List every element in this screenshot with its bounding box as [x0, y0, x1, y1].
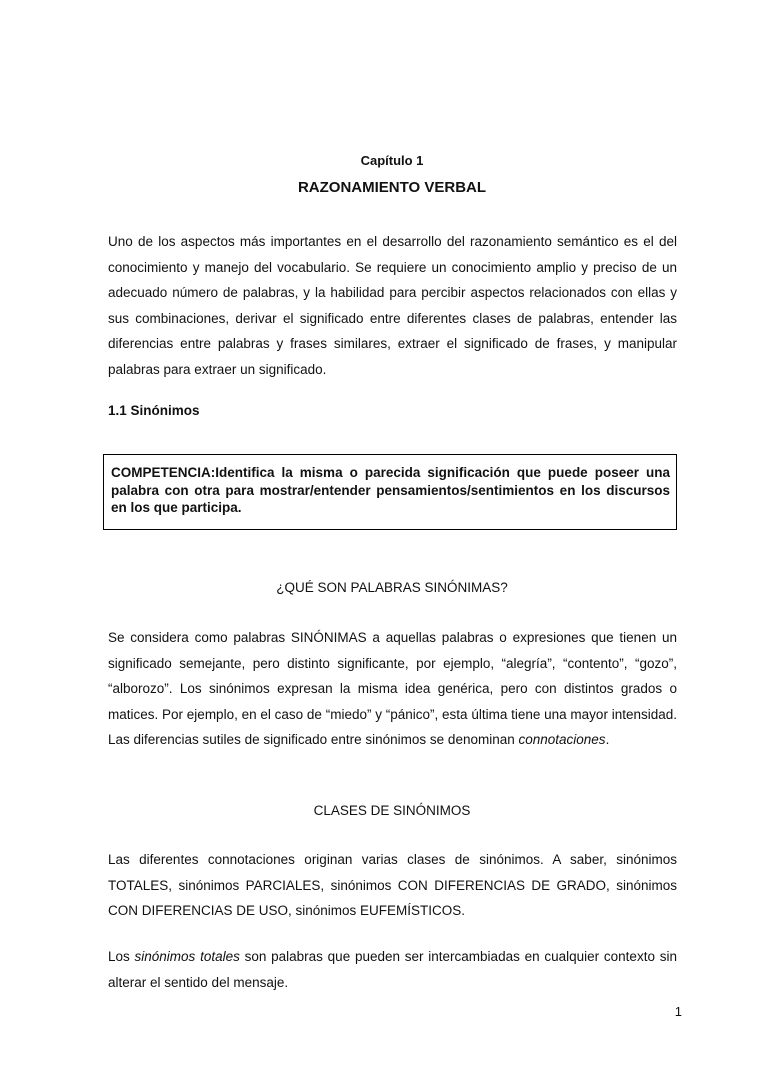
page-number: 1: [674, 1004, 682, 1019]
sinonimos-totales-term: sinónimos totales: [134, 949, 240, 964]
question-heading: ¿QUÉ SON PALABRAS SINÓNIMAS?: [276, 580, 508, 595]
totals-text: son palabras que pueden ser intercambiadas en cualquier contexto sin alterar el sentido del mensaje.: [108, 949, 677, 990]
section-heading: 1.1 Sinónimos: [108, 403, 200, 418]
chapter-title: RAZONAMIENTO VERBAL: [297, 179, 487, 196]
intro-paragraph: Uno de los aspectos más importantes en el desarrollo del razonamiento semántico es el del conocimiento y manejo del vocabulario. Se requiere un conocimiento amplio y preciso de un adecuado número de palabras, y la habilidad para percibir aspectos relacionados con ellas y sus combinaciones, derivar el significado entre diferentes clases de palabras, entender las diferencias entre palabras y frases similares, extraer el significado de frases, y manipular palabras para extraer un significado.: [108, 234, 677, 377]
totals-paragraph: [108, 944, 677, 995]
classes-paragraph: Las diferentes connotaciones originan varias clases de sinónimos. A saber, sinónimos TOTALES, sinónimos PARCIALES, sinónimos CON DIFERENCIAS DE GRADO, sinónimos CON DIFERENCIAS DE USO, sinónimos EUFEMÍSTICOS.: [108, 852, 677, 918]
definition-paragraph: [108, 625, 677, 753]
totals-start: Los: [108, 949, 135, 964]
definition-text: Se considera como palabras SINÓNIMAS a aquellas palabras o expresiones que tienen un significado semejante, pero distinto significante, por ejemplo, “alegría”, “contento”, “gozo”, “alborozo”. Los sinónimos expresan la misma idea genérica, pero con distintos grados o matices. Por ejemplo, en el caso de “miedo” y “pánico”, esta última tiene una mayor intensidad. Las diferencias sutiles de significado entre sinónimos se denominan: [108, 630, 677, 747]
chapter-label: Capítulo 1: [360, 153, 424, 168]
connotaciones-term: connotaciones: [518, 732, 606, 747]
competency-text: COMPETENCIA:Identifica la misma o parecida significación que puede poseer una palabra con otra para mostrar/entender pensamientos/sentimientos en los discursos en los que participa.: [111, 465, 670, 515]
competency-box: [103, 454, 677, 530]
definition-end: .: [605, 732, 610, 747]
classes-heading: CLASES DE SINÓNIMOS: [313, 803, 471, 818]
